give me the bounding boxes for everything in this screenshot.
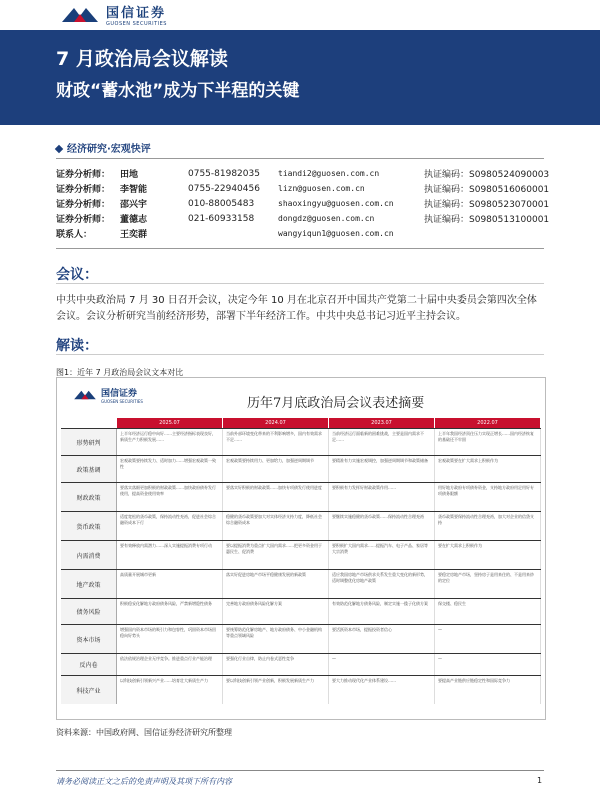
table-cell: 有效防范化解地方债务风险，制定实施一揽子化债方案	[329, 599, 435, 624]
figure-title: 历年7月底政治局会议表述摘要	[247, 396, 425, 411]
table-body	[61, 428, 541, 704]
table-cell: 用好地方政府专项债券资金，支持地方政府用足用好专项债务限额	[435, 483, 541, 511]
table-cell: 要以提振消费为重点扩大国内需求……把更多资金用于惠民生、促消费	[223, 541, 329, 569]
table-corner	[61, 418, 117, 428]
analyst-row	[56, 196, 550, 211]
table-cell: 当前外部环境变化带来的不利影响增多，国内有效需求不足……	[223, 429, 329, 455]
table-header-row	[61, 418, 541, 428]
brand-logo	[60, 2, 167, 27]
row-label: 科技产业	[61, 676, 117, 704]
table-cell: 要活跃资本市场，提振投资者信心	[329, 625, 435, 653]
table-cell: 要落实落细更加积极的财政政策……加快政府债券发行使用，提高资金使用效率	[117, 483, 223, 511]
column-header: 2023.07	[329, 418, 435, 428]
table-cell: —	[435, 625, 541, 653]
analyst-role: 证券分析师：	[56, 170, 111, 180]
report-category	[56, 140, 151, 155]
table-cell: 保交楼、稳民生	[435, 599, 541, 624]
column-header: 2022.07	[435, 418, 541, 428]
analyst-name: 董德志	[120, 215, 148, 225]
footer-divider	[56, 770, 544, 771]
column-header: 2025.07	[117, 418, 223, 428]
analyst-role: 证券分析师：	[56, 185, 111, 195]
row-label: 债务风险	[61, 599, 117, 624]
analyst-email[interactable]: tiandi2@guosen.com.cn	[278, 169, 380, 178]
analyst-role: 证券分析师：	[56, 200, 111, 210]
column-header: 2024.07	[223, 418, 329, 428]
table-cell: 要在扩大需求上积极作为	[435, 541, 541, 569]
table-cell: 要继续实施稳健的货币政策……保持流动性合理充裕	[329, 512, 435, 540]
table-cell: 当前经济运行面临新的困难挑战，主要是国内需求不足……	[329, 429, 435, 455]
table-cell: 完善地方政府债务风险化解方案	[223, 599, 329, 624]
table-cell: 要积极有力发挥好财政政策作用……	[329, 483, 435, 511]
row-label: 货币政策	[61, 512, 117, 540]
row-label: 地产政策	[61, 570, 117, 598]
divider	[56, 283, 544, 284]
table-cell: 要稳定房地产市场，坚持房子是用来住的、不是用来炒的定位	[435, 570, 541, 598]
table-cell: 宏观政策要持续发力、适时加力……增强宏观政策一致性	[117, 456, 223, 482]
analyst-cert-code: 执证编码：S0980523070001	[424, 200, 550, 210]
table-cell: 要精准有力实施宏观调控，加强逆周期调节和政策储备	[329, 456, 435, 482]
table-cell: 依法依规治理企业无序竞争。推进重点行业产能治理	[117, 654, 223, 675]
table-row	[61, 675, 541, 704]
analyst-email[interactable]: dongdz@guosen.com.cn	[278, 214, 375, 223]
table-cell: 增强国内资本市场的吸引力和包容性，巩固资本市场回稳向好势头	[117, 625, 223, 653]
table-cell: 高质量开展城市更新	[117, 570, 223, 598]
table-cell: 货币政策要保持流动性合理充裕，加大对企业的信贷支持	[435, 512, 541, 540]
figure-source: 资料来源：中国政府网、国信证券经济研究所整理	[56, 728, 232, 737]
table-row	[61, 569, 541, 598]
disclaimer-link[interactable]: 请务必阅读正文之后的免责声明及其项下所有内容	[56, 777, 232, 786]
row-label: 政策基调	[61, 456, 117, 482]
report-subtitle: 财政“蓄水池”成为下半程的关键	[56, 81, 300, 101]
table-cell: 适应我国房地产市场供求关系发生重大变化的新形势，适时调整优化房地产政策	[329, 570, 435, 598]
table-cell: 宏观政策要在扩大需求上积极作为	[435, 456, 541, 482]
table-cell: 要落实好积极的财政政策……加快专项债发行使用进度	[223, 483, 329, 511]
analyst-row	[56, 211, 550, 226]
analyst-email[interactable]: lizn@guosen.com.cn	[278, 184, 365, 193]
divider	[56, 158, 544, 159]
report-title: 7 月政治局会议解读	[56, 48, 228, 70]
table-cell: 要强化行业自律，防止内卷式恶性竞争	[223, 654, 329, 675]
analyst-name: 邵兴宇	[120, 200, 148, 210]
analyst-row	[56, 166, 550, 181]
divider	[56, 248, 544, 249]
analyst-phone: 0755-81982035	[188, 168, 260, 179]
analyst-cert-code: 执证编码：S0980524090003	[424, 170, 550, 180]
analyst-cert-code: 执证编码：S0980513100001	[424, 215, 550, 225]
table-cell: 要有效释放内需潜力……深入实施提振消费专项行动	[117, 541, 223, 569]
analyst-cert-code: 执证编码：S0980516060001	[424, 185, 550, 195]
table-cell: 上半年我国经济顶住压力实现正增长……国内经济恢复的基础还不牢固	[435, 429, 541, 455]
comparison-figure	[56, 377, 546, 720]
analyst-role: 联系人：	[56, 230, 93, 240]
comparison-table	[61, 418, 541, 704]
analyst-table	[56, 166, 550, 241]
table-cell: 积极稳妥化解地方政府债务风险，严禁新增隐性债务	[117, 599, 223, 624]
analyst-row	[56, 226, 546, 241]
brand-name-cn: 国信证券	[106, 6, 167, 21]
row-label: 资本市场	[61, 625, 117, 653]
figure-brand-en: GUOSEN SECURITIES	[101, 399, 143, 404]
analyst-phone: 010-88005483	[188, 198, 255, 209]
table-row	[61, 428, 541, 455]
analyst-email[interactable]: wangyiqun1@guosen.com.cn	[278, 229, 394, 238]
table-cell: 落实好促进房地产市场平稳健康发展的新政策	[223, 570, 329, 598]
analyst-phone: 0755-22940456	[188, 183, 260, 194]
brand-logo-icon	[60, 4, 100, 26]
diamond-bullet-icon	[55, 145, 63, 153]
divider	[56, 354, 544, 355]
table-cell: 要积极扩大国内需求……提振汽车、电子产品、家居等大宗消费	[329, 541, 435, 569]
analyst-name: 王奕群	[120, 230, 148, 240]
meeting-heading: 会议：	[56, 267, 98, 283]
meeting-paragraph: 中共中央政治局 7 月 30 日召开会议，决定今年 10 月在北京召开中国共产党第二十届中央委员会第四次全体会议。会议分析研究当前经济形势，部署下半年经济工作。中共中央总书记习近平主持会议。	[56, 295, 537, 322]
row-label: 形势研判	[61, 429, 117, 455]
analyst-phone: 021-60933158	[188, 213, 255, 224]
table-row	[61, 511, 541, 540]
table-cell: 稳健的货币政策要加大对实体经济支持力度，降低社会综合融资成本	[223, 512, 329, 540]
table-row	[61, 455, 541, 482]
page-number: 1	[537, 776, 543, 785]
table-row	[61, 653, 541, 675]
table-row	[61, 598, 541, 624]
table-cell: 要提高产业链供应链稳定性和国际竞争力	[435, 676, 541, 704]
top-bar	[0, 0, 600, 30]
table-cell: 以科技创新引领新兴产业……培育壮大新质生产力	[117, 676, 223, 704]
row-label: 反内卷	[61, 654, 117, 675]
interpret-heading: 解读：	[56, 338, 98, 354]
table-row	[61, 482, 541, 511]
category-label: 经济研究·宏观快评	[67, 144, 151, 155]
table-row	[61, 624, 541, 653]
row-label: 财政政策	[61, 483, 117, 511]
table-cell: 上半年经济运行稳中向好……主要经济指标表现良好，新质生产力积极发展……	[117, 429, 223, 455]
table-cell: —	[329, 654, 435, 675]
brand-name-en: GUOSEN SECURITIES	[106, 21, 167, 27]
row-label: 内需消费	[61, 541, 117, 569]
table-row	[61, 540, 541, 569]
analyst-name: 李智能	[120, 185, 148, 195]
figure-caption: 图1：近年 7 月政治局会议文本对比	[56, 368, 184, 377]
table-cell: 适度宽松的货币政策，保持流动性充裕，促进社会综合融资成本下行	[117, 512, 223, 540]
figure-logo	[73, 386, 143, 404]
analyst-email[interactable]: shaoxingyu@guosen.com.cn	[278, 199, 394, 208]
table-cell: 要大力推动现代化产业体系建设……	[329, 676, 435, 704]
table-cell: 要统筹防范化解房地产、地方政府债务、中小金融机构等重点领域风险	[223, 625, 329, 653]
table-cell: 宏观政策要持续用力、更加给力，加强逆周期调节	[223, 456, 329, 482]
figure-brand-cn: 国信证券	[101, 389, 138, 399]
brand-logo-icon	[73, 388, 97, 402]
analyst-name: 田地	[120, 170, 139, 180]
analyst-role: 证券分析师：	[56, 215, 111, 225]
table-cell: 要以科技创新引领产业创新，积极发展新质生产力	[223, 676, 329, 704]
analyst-row	[56, 181, 550, 196]
table-cell: —	[435, 654, 541, 675]
